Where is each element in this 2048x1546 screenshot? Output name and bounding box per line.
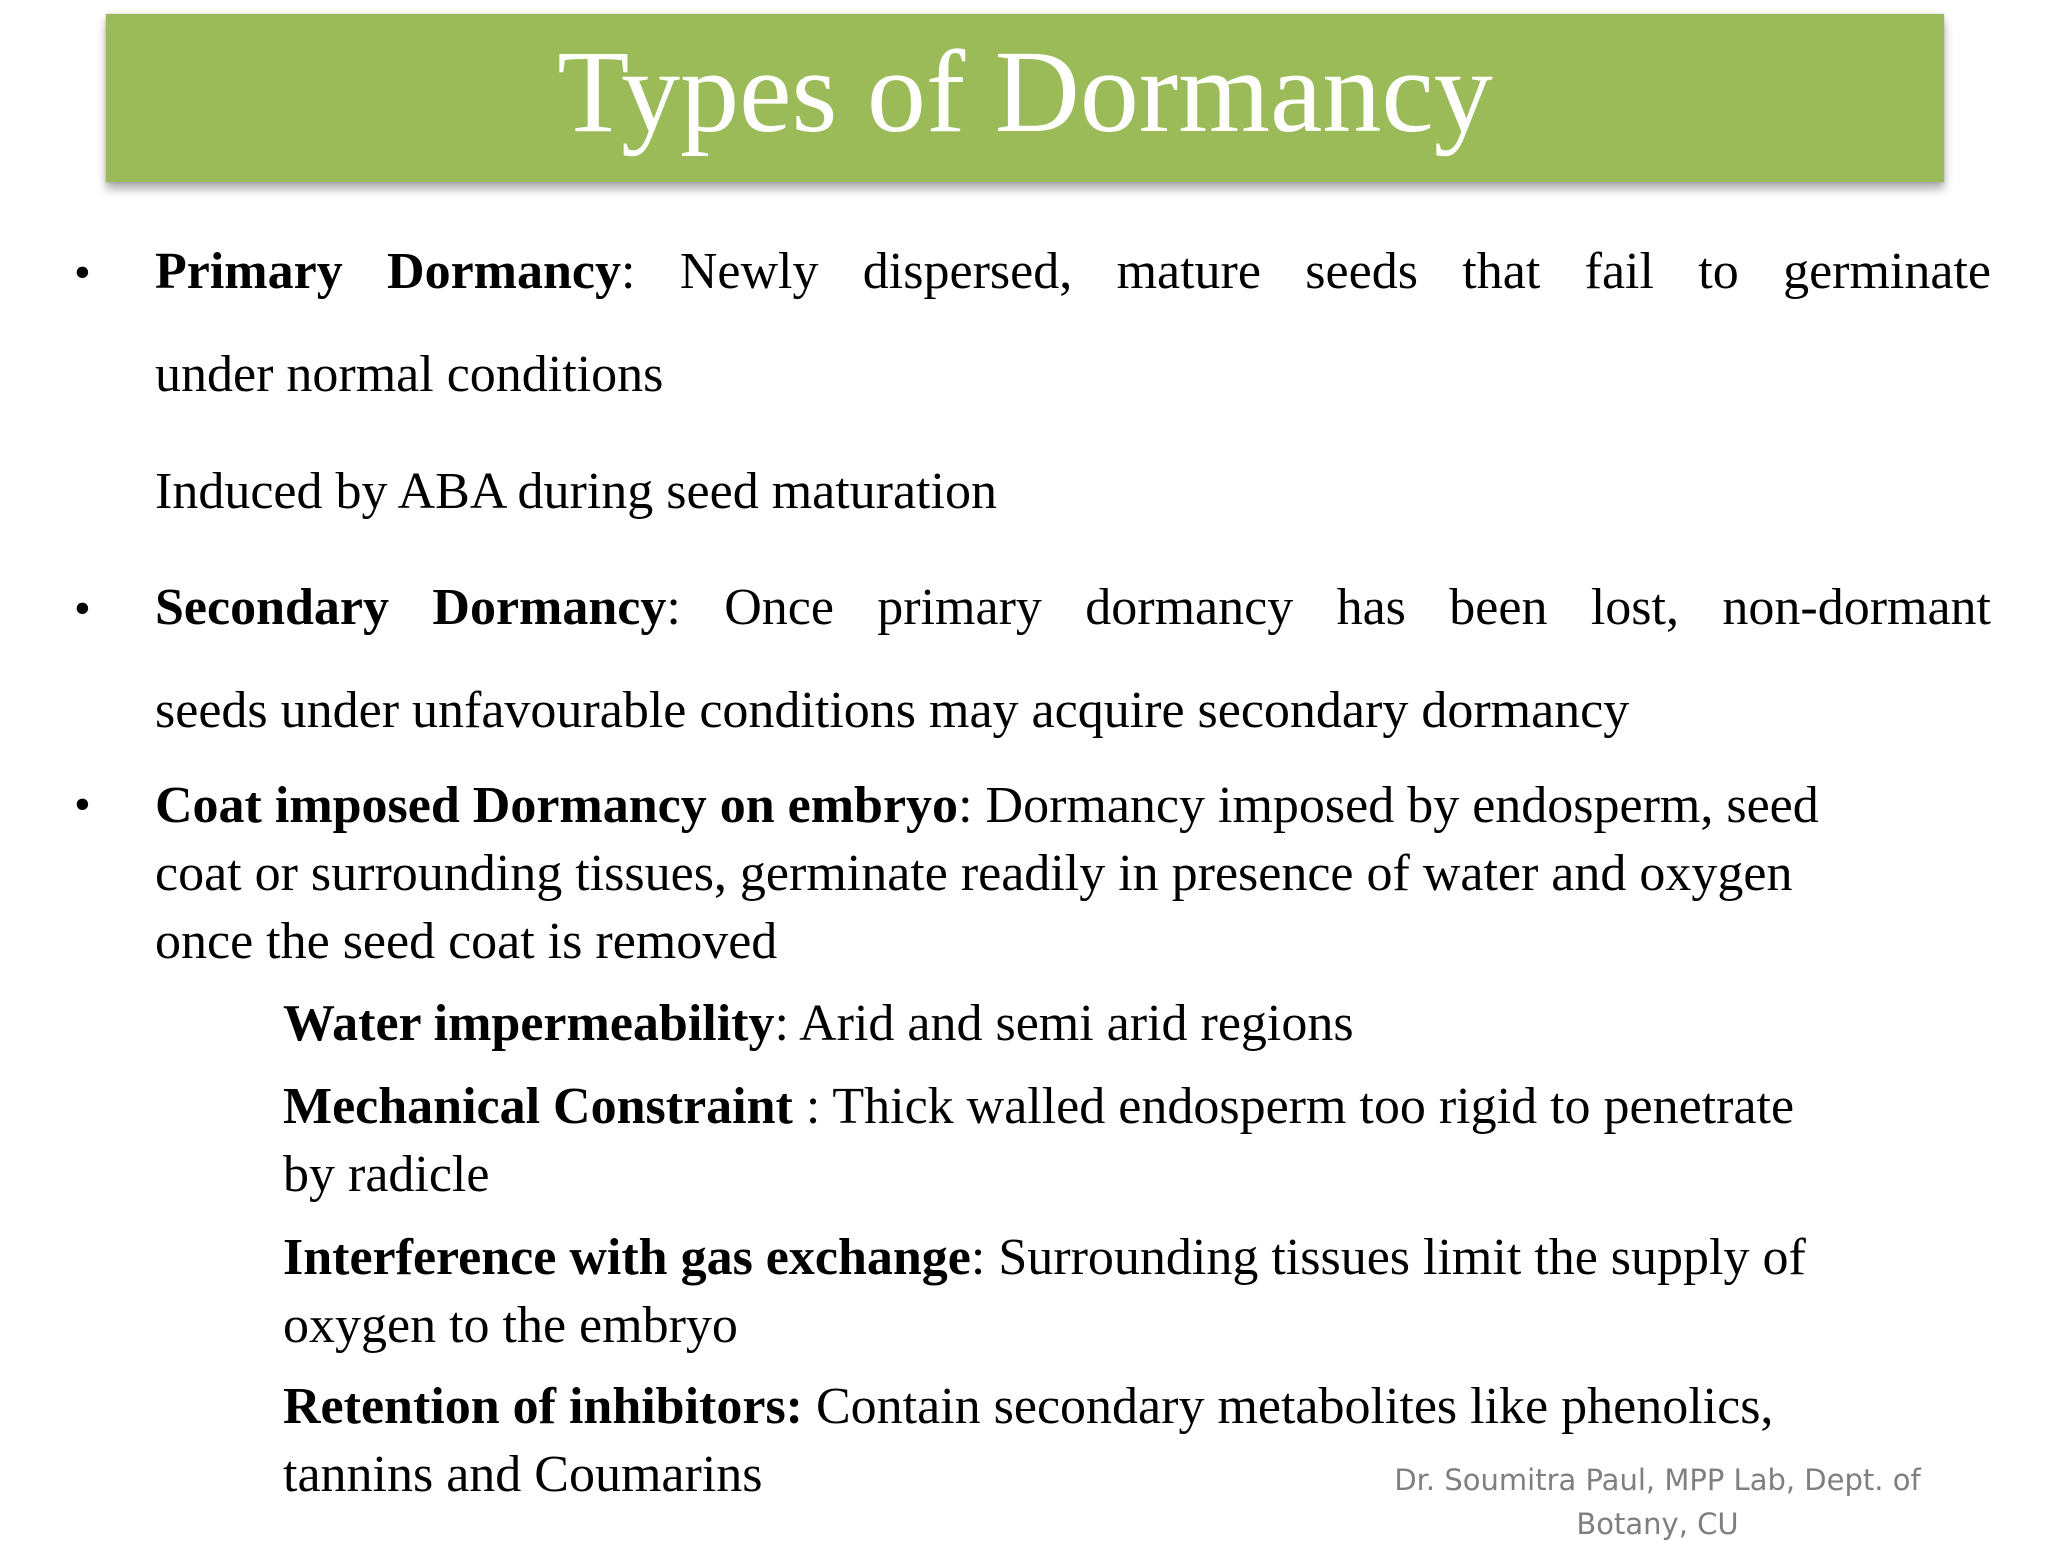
coat-dormancy-term: Coat imposed Dormancy on embryo xyxy=(155,777,959,834)
gas-exchange-item: Interference with gas exchange: Surrounding tissues limit the supply of oxygen to the embryo xyxy=(283,1229,1806,1354)
inhibitors-term: Retention of inhibitors: xyxy=(283,1378,803,1435)
primary-dormancy-line2: under normal conditions xyxy=(155,346,664,403)
slide-title: Types of Dormancy xyxy=(557,26,1493,157)
mechanical-constraint-term: Mechanical Constraint xyxy=(283,1078,793,1135)
coat-dormancy-text: Coat imposed Dormancy on embryo: Dormancy imposed by endosperm, seed coat or surrounding tissues, germinate readily in presence of water and oxygen once the seed coat is removed xyxy=(155,777,1819,970)
primary-dormancy-term: Primary Dormancy xyxy=(155,243,621,300)
bullet-marker: • xyxy=(74,778,91,831)
slide-footer xyxy=(1385,1458,1930,1546)
water-impermeability-term: Water impermeability xyxy=(283,995,775,1052)
bullet-marker: • xyxy=(74,582,91,635)
water-impermeability-item: Water impermeability: Arid and semi arid regions xyxy=(283,995,1354,1052)
secondary-dormancy-line2: seeds under unfavourable conditions may acquire secondary dormancy xyxy=(155,682,1630,739)
footer-line2: Botany, CU xyxy=(1576,1507,1739,1541)
gas-exchange-term: Interference with gas exchange xyxy=(283,1229,971,1286)
secondary-dormancy-term: Secondary Dormancy xyxy=(155,579,667,636)
bullet-marker: • xyxy=(74,246,91,299)
primary-dormancy-line1: Primary Dormancy: Newly dispersed, mature seeds that fail to germinate xyxy=(155,243,1991,300)
inhibitors-item: Retention of inhibitors: Contain secondary metabolites like phenolics, tannins and Coumarins xyxy=(283,1378,1774,1503)
footer-line1: Dr. Soumitra Paul, MPP Lab, Dept. of xyxy=(1394,1463,1921,1497)
primary-dormancy-note: Induced by ABA during seed maturation xyxy=(155,463,997,520)
mechanical-constraint-item: Mechanical Constraint : Thick walled endosperm too rigid to penetrate by radicle xyxy=(283,1078,1795,1203)
secondary-dormancy-line1: Secondary Dormancy: Once primary dormancy has been lost, non-dormant xyxy=(155,579,1991,636)
